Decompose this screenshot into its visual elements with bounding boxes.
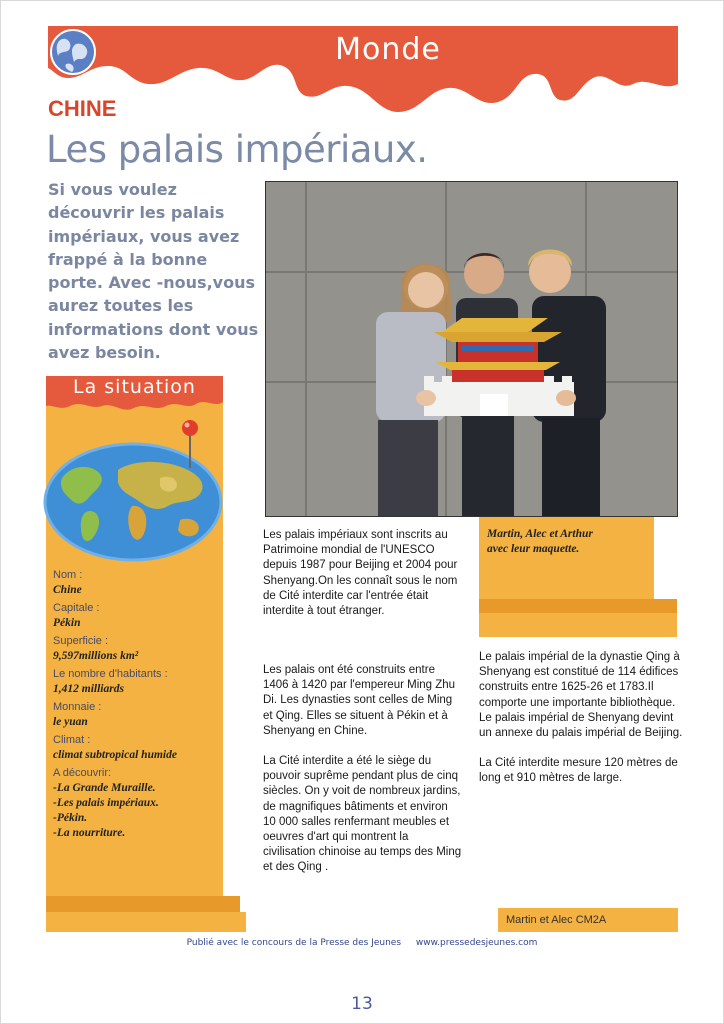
fact-population: [53, 667, 221, 697]
article-column-1: [263, 528, 463, 634]
caption-shelf: [479, 599, 677, 613]
sidebar-shelf-base: [46, 912, 246, 932]
article-paragraph: Le palais impérial de Shenyang devint un annexe du palais impérial de Beijing.: [479, 711, 683, 740]
caption-line: avec leur maquette.: [487, 543, 580, 555]
article-paragraph: La Cité interdite mesure 120 mètres de long et 910 mètres de large.: [479, 757, 678, 785]
article-paragraph: Les palais ont été construits entre 1406 à 1420 par l'empereur Ming Zhu Di. Les dynasties sont celles de Ming et Qing. Elles se situent à Pékin et à Shenyang en Chine.: [263, 664, 456, 737]
section-title: Monde: [335, 32, 441, 67]
fact-discover: [53, 766, 221, 841]
fact-label: A découvrir:: [53, 767, 112, 779]
world-map-icon: [40, 416, 226, 564]
fact-value: le yuan: [53, 716, 88, 728]
publisher-credit: Publié avec le concours de la Presse des Jeunes: [186, 938, 402, 948]
fact-currency: [53, 700, 221, 730]
globe-icon: [48, 26, 98, 78]
fact-label: Nom :: [53, 569, 83, 581]
discover-list: [53, 781, 221, 841]
caption-line: Martin, Alec et Arthur: [487, 528, 593, 540]
fact-label: Superficie :: [53, 635, 109, 647]
country-label: CHINE: [48, 96, 117, 121]
discover-item: -La nourriture.: [53, 827, 126, 839]
fact-value: Chine: [53, 584, 82, 596]
page-number: 13: [351, 994, 373, 1014]
caption-shelf-base: [479, 613, 677, 637]
photo-caption: [487, 527, 647, 557]
photo-students-model: [265, 181, 678, 517]
sidebar-title: La situation: [73, 376, 196, 398]
intro-text: Si vous voulez découvrir les palais impériaux, vous avez frappé à la bonne porte. Avec -nous,vous aurez toutes les informations dont vous avez besoin.: [48, 180, 259, 363]
article-paragraph: Les palais impériaux sont inscrits au Patrimoine mondial de l'UNESCO depuis 1987 pour Beijing et 2004 pour Shenyang.On les connaît sous le nom de Cité interdite car l'entrée était interdite à tout étranger.: [263, 529, 458, 618]
website-link[interactable]: www.pressedesjeunes.com: [415, 938, 538, 948]
footer-credit: [0, 938, 724, 948]
fact-value: climat subtropical humide: [53, 749, 177, 761]
article-paragraph: La Cité interdite a été le siège du pouvoir suprême pendant plus de cinq siècles. On y voit de nombreux jardins, de magnifiques bâtiments et environ 10 000 salles renfermant meubles et oeuvres d'art qui montrent la civilisation chinoise au temps des Ming et des Qing .: [263, 755, 462, 874]
section-banner: [48, 26, 678, 114]
sidebar-shelf: [46, 896, 240, 912]
article-column-3: [479, 650, 684, 802]
discover-item: -Les palais impériaux.: [53, 797, 159, 809]
fact-value: Pékin: [53, 617, 81, 629]
fact-capital: [53, 601, 221, 631]
fact-label: Climat :: [53, 734, 91, 746]
page-title: Les palais impériaux.: [46, 128, 428, 171]
discover-item: -Pékin.: [53, 812, 88, 824]
fact-list: [53, 568, 221, 844]
fact-name: [53, 568, 221, 598]
article-column-2: [263, 663, 463, 891]
fact-label: Le nombre d'habitants :: [53, 668, 168, 680]
fact-area: [53, 634, 221, 664]
fact-value: 9,597millions km²: [53, 650, 139, 662]
fact-label: Capitale :: [53, 602, 100, 614]
fact-value: 1,412 milliards: [53, 683, 124, 695]
author-credit: Martin et Alec CM2A: [506, 914, 607, 926]
discover-item: -La Grande Muraille.: [53, 782, 156, 794]
fact-climate: [53, 733, 221, 763]
article-paragraph: Le palais impérial de la dynastie Qing à Shenyang est constitué de 114 édifices construits entre 1625-26 et 1783.Il comporte une importante bibliothèque.: [479, 651, 680, 709]
fact-label: Monnaie :: [53, 701, 102, 713]
